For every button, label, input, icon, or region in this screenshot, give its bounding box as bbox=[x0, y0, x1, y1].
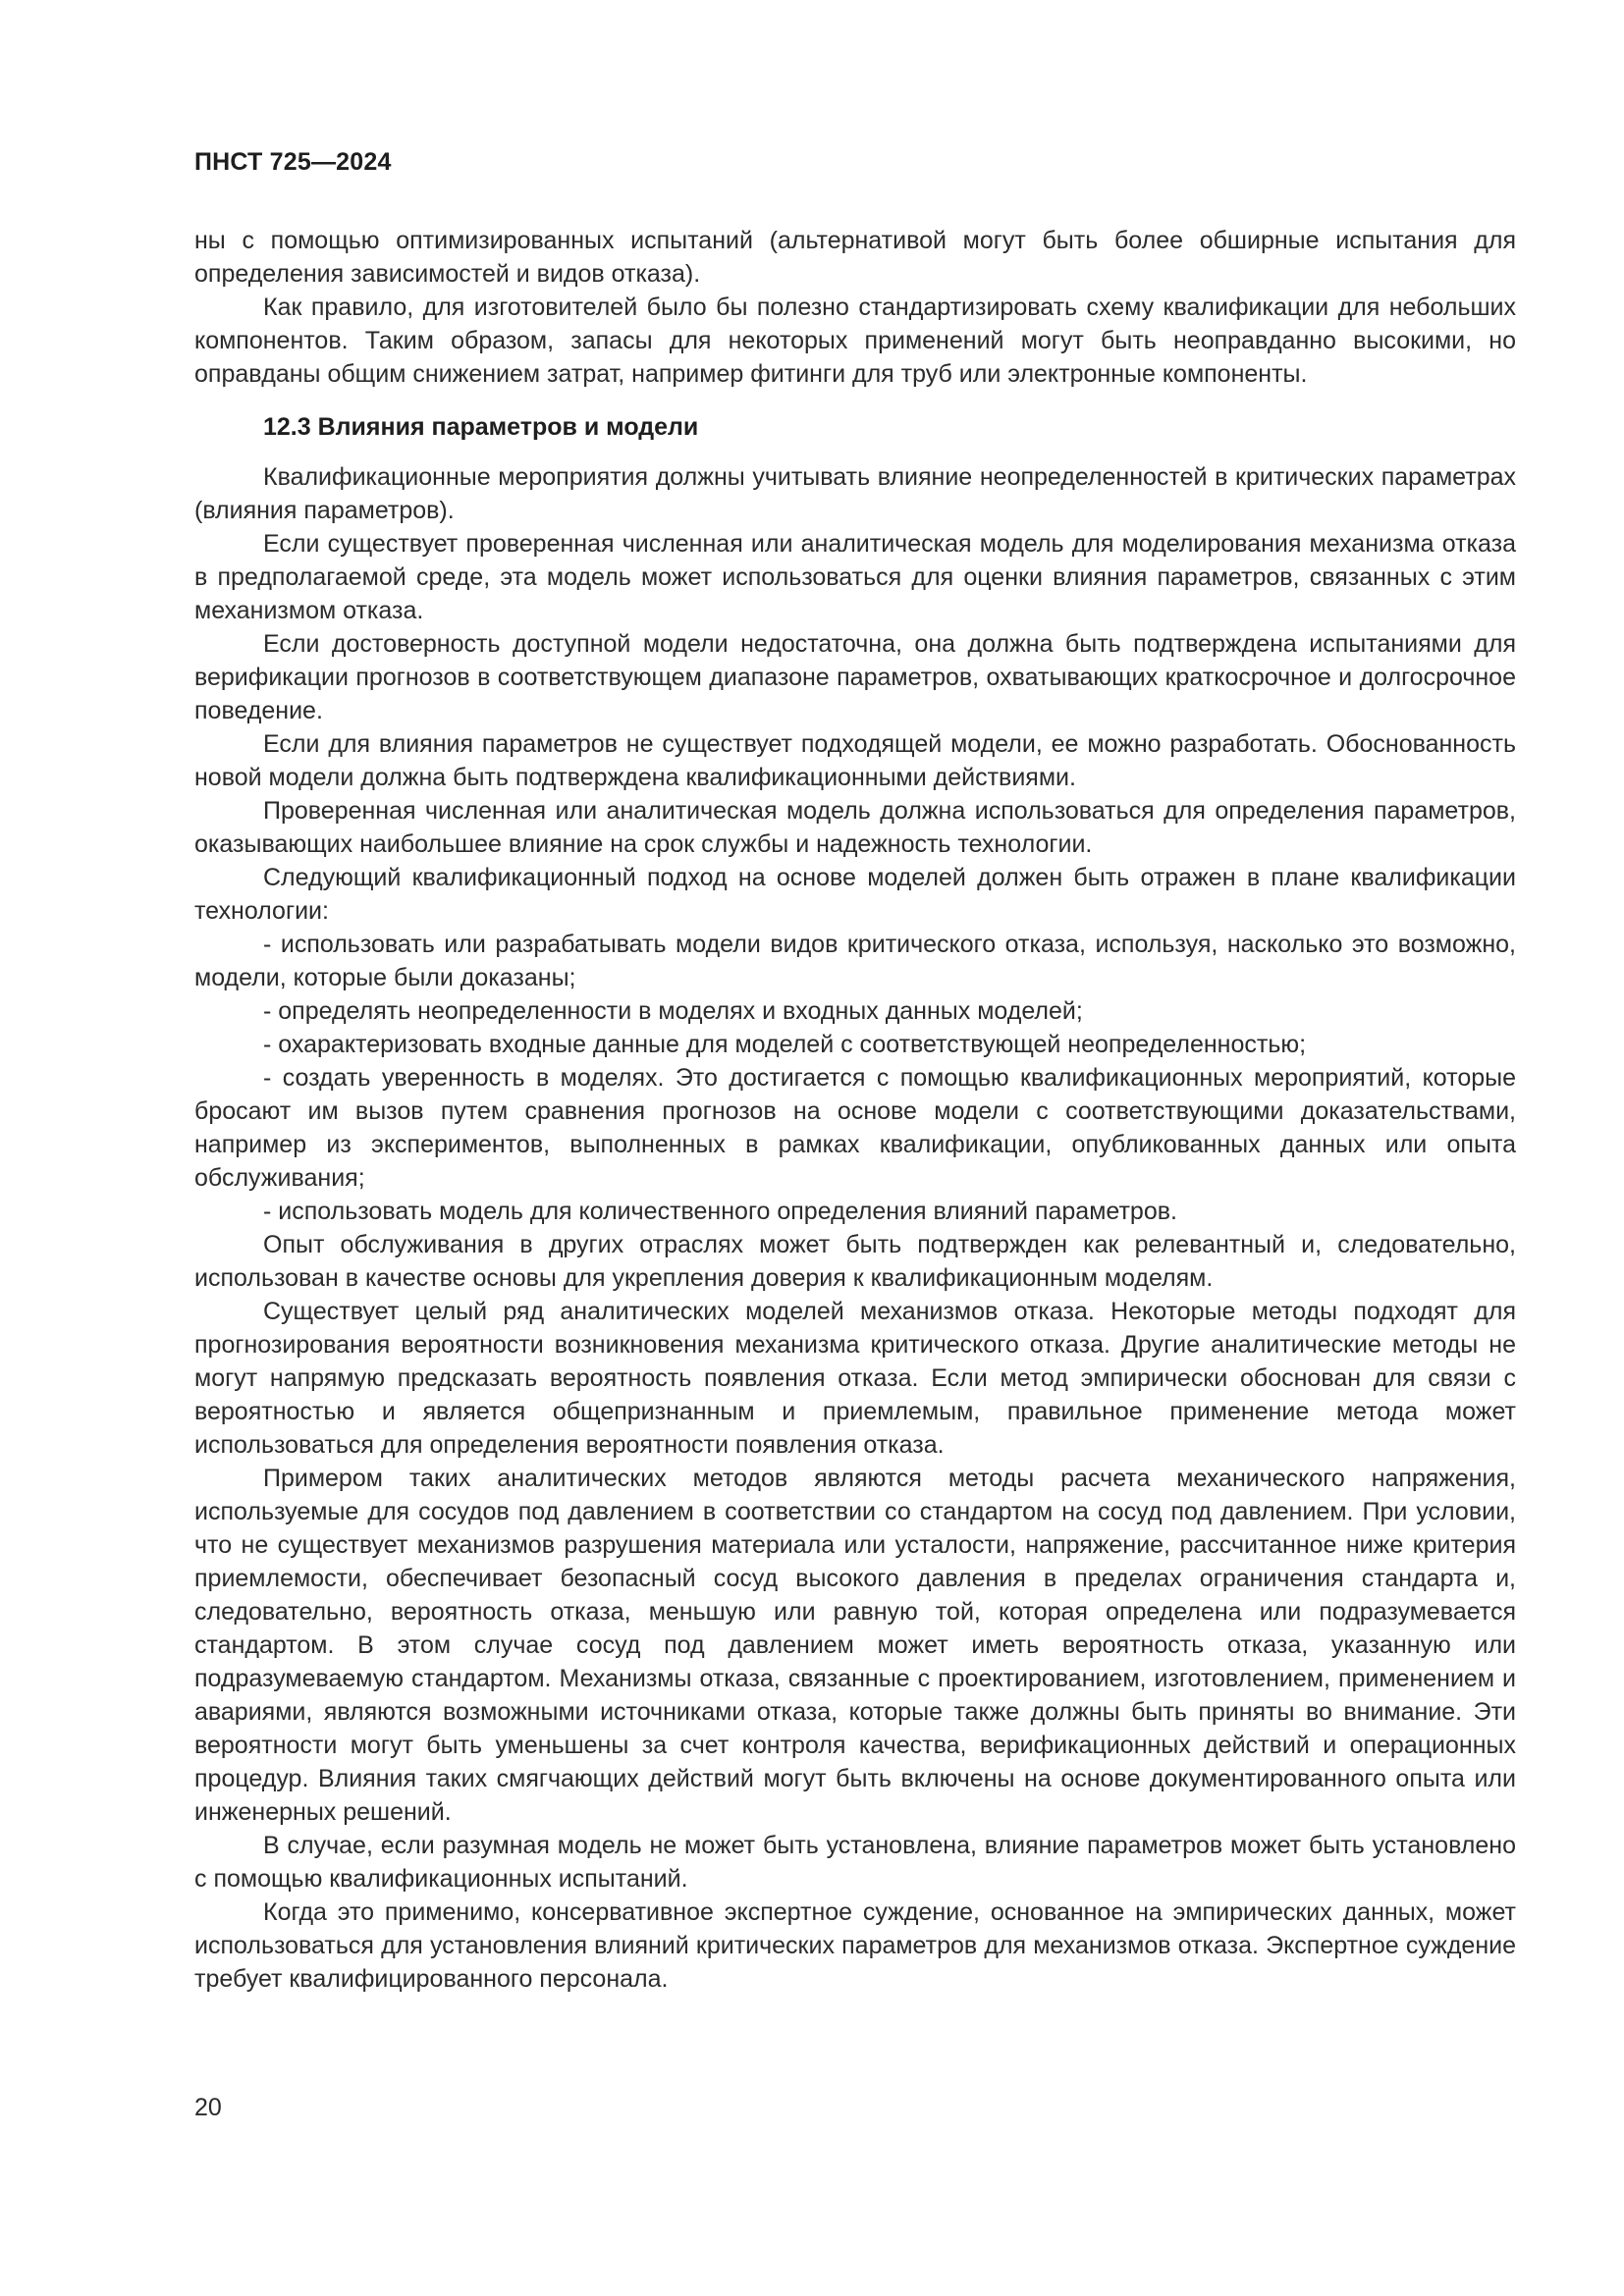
section-heading: 12.3 Влияния параметров и модели bbox=[263, 413, 699, 441]
paragraph: Опыт обслуживания в других отраслях может быть подтвержден как релевантный и, следовательно, использован в качестве основы для укрепления доверия к квалификационным моделям. bbox=[194, 1231, 1516, 1292]
document-code: ПНСТ 725—2024 bbox=[194, 148, 392, 176]
list-item: - охарактеризовать входные данные для моделей с соответствующей неопределенностью; bbox=[263, 1031, 1307, 1058]
paragraph: Когда это применимо, консервативное экспертное суждение, основанное на эмпирических данных, может использоваться для установления влияний критических параметров для механизмов отказа. Экспертное суждение требует квалифицированного персонала. bbox=[194, 1898, 1516, 1993]
paragraph: Как правило, для изготовителей было бы полезно стандартизировать схему квалификации для небольших компонентов. Таким образом, запасы для некоторых применений могут быть неоправданно высокими, но оправданы общим снижением затрат, например фитинги для труб или электронные компоненты. bbox=[194, 294, 1516, 388]
paragraph: Если для влияния параметров не существует подходящей модели, ее можно разработать. Обоснованность новой модели должна быть подтверждена квалификационными действиями. bbox=[194, 730, 1516, 791]
paragraph: Примером таких аналитических методов являются методы расчета механического напряжения, используемые для сосудов под давлением в соответствии со стандартом на сосуд под давлением. При условии, что не существует механизмов разрушения материала или усталости, напряжение, рассчитанное ниже критерия приемлемости, обеспечивает безопасный сосуд высокого давления в пределах ограничения стандарта и, следовательно, вероятность отказа, меньшую или равную той, которая определена или подразумевается стандартом. В этом случае сосуд под давлением может иметь вероятность отказа, указанную или подразумеваемую стандартом. Механизмы отказа, связанные с проектированием, изготовлением, применением и авариями, являются возможными источниками отказа, которые также должны быть приняты во внимание. Эти вероятности могут быть уменьшены за счет контроля качества, верификационных действий и операционных процедур. Влияния таких смягчающих действий могут быть включены на основе документированного опыта или инженерных решений. bbox=[194, 1465, 1516, 1826]
list-item: - использовать модель для количественного определения влияний параметров. bbox=[263, 1198, 1177, 1225]
paragraph-continuation: ны с помощью оптимизированных испытаний (альтернативой могут быть более обширные испытания для определения зависимостей и видов отказа). bbox=[194, 227, 1516, 288]
paragraph: Проверенная численная или аналитическая модель должна использоваться для определения параметров, оказывающих наибольшее влияние на срок службы и надежность технологии. bbox=[194, 797, 1516, 858]
list-item: - использовать или разрабатывать модели видов критического отказа, используя, насколько это возможно, модели, которые были доказаны; bbox=[194, 931, 1516, 991]
list-item: - определять неопределенности в моделях и входных данных моделей; bbox=[263, 997, 1083, 1025]
document-body bbox=[194, 224, 1516, 1996]
paragraph: Если достоверность доступной модели недостаточна, она должна быть подтверждена испытаниями для верификации прогнозов в соответствующем диапазоне параметров, охватывающих краткосрочное и долгосрочное поведение. bbox=[194, 630, 1516, 724]
paragraph: В случае, если разумная модель не может быть установлена, влияние параметров может быть установлено с помощью квалификационных испытаний. bbox=[194, 1832, 1516, 1893]
paragraph: Если существует проверенная численная или аналитическая модель для моделирования механизма отказа в предполагаемой среде, эта модель может использоваться для оценки влияния параметров, связанных с этим механизмом отказа. bbox=[194, 530, 1516, 624]
page-number: 20 bbox=[194, 2094, 222, 2121]
list-item: - создать уверенность в моделях. Это достигается с помощью квалификационных мероприятий, которые бросают им вызов путем сравнения прогнозов на основе модели с соответствующими доказательствами, например из экспериментов, выполненных в рамках квалификации, опубликованных данных или опыта обслуживания; bbox=[194, 1064, 1516, 1192]
paragraph: Следующий квалификационный подход на основе моделей должен быть отражен в плане квалификации технологии: bbox=[194, 864, 1516, 925]
paragraph: Квалификационные мероприятия должны учитывать влияние неопределенностей в критических параметрах (влияния параметров). bbox=[194, 463, 1516, 524]
paragraph: Существует целый ряд аналитических моделей механизмов отказа. Некоторые методы подходят для прогнозирования вероятности возникновения механизма критического отказа. Другие аналитические методы не могут напрямую предсказать вероятность появления отказа. Если метод эмпирически обоснован для связи с вероятностью и является общепризнанным и приемлемым, правильное применение метода может использоваться для определения вероятности появления отказа. bbox=[194, 1298, 1516, 1459]
